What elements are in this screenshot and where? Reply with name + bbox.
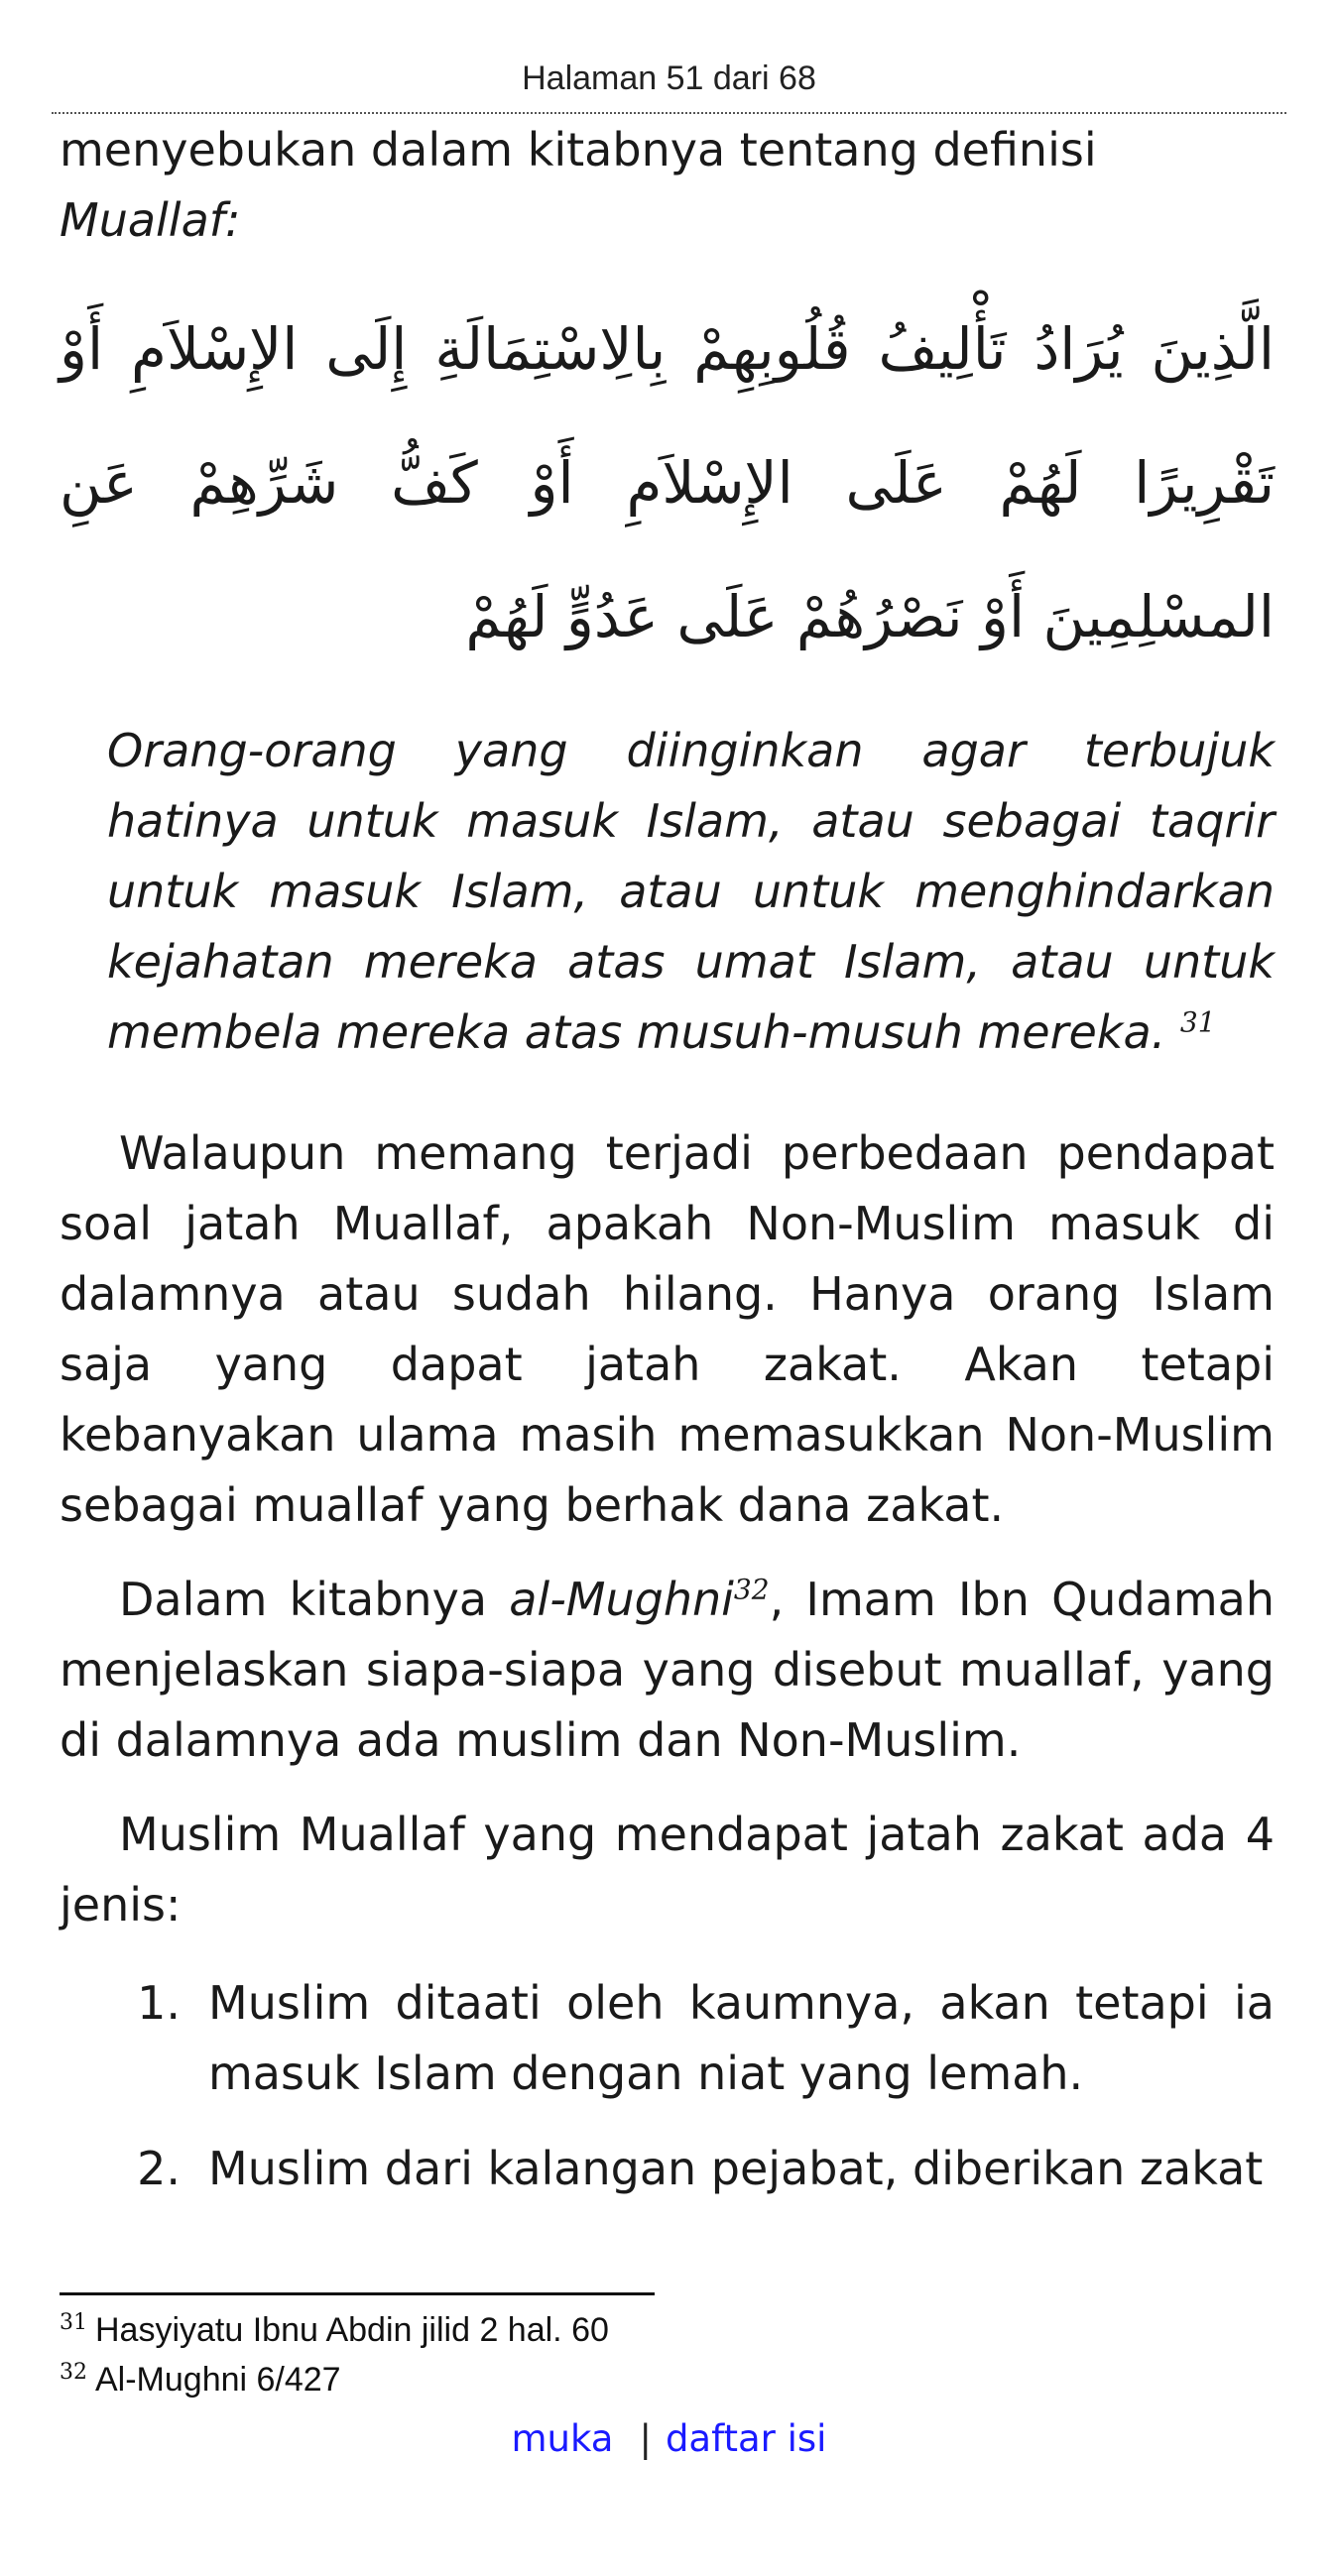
paragraph-2 (60, 1565, 1275, 1776)
footnote-number: 31 (60, 2309, 87, 2335)
footnote-text: Hasyiyatu Ibnu Abdin jilid 2 hal. 60 (95, 2311, 609, 2349)
arabic-quote: الَّذِينَ يُرَادُ تَأْلِيفُ قُلُوبِهِمْ بِالِاسْتِمَالَةِ إِلَى الإِسْلاَمِ أَوْ تَقْرِيرًا لَهُمْ عَلَى الإِسْلاَمِ أَوْ كَفُّ شَرِّهِمْ عَنِ المسْلِمِينَ أَوْ نَصْرُهُمْ عَلَى عَدُوٍّ لَهُمْ (60, 315, 1275, 650)
muallaf-types-list (60, 1968, 1275, 2229)
footnotes (60, 2305, 609, 2404)
intro-paragraph (60, 115, 1275, 256)
footnote-number: 32 (60, 2359, 87, 2385)
footnote-32 (60, 2355, 609, 2404)
footnote-ref-31[interactable]: 31 (1179, 1005, 1216, 1039)
nav-separator: | (639, 2417, 652, 2460)
table-of-contents-link[interactable]: daftar isi (665, 2417, 827, 2460)
list-item-number: 1. (137, 1976, 181, 2030)
paragraph-2-before: Dalam kitabnya (119, 1573, 510, 1626)
book-title: al-Mughni (509, 1573, 734, 1626)
page-header: Halaman 51 dari 68 (522, 59, 816, 97)
intro-term: Muallaf: (60, 193, 241, 247)
footnote-text: Al-Mughni 6/427 (95, 2361, 341, 2399)
list-item-number: 2. (137, 2142, 181, 2195)
intro-text: menyebukan dalam kitabnya tentang definisi (60, 123, 1097, 176)
page-navigation (52, 2417, 1286, 2460)
header-divider (52, 112, 1286, 114)
list-item (60, 1968, 1275, 2109)
translation-quote (107, 716, 1275, 1068)
paragraph-3: Muslim Muallaf yang mendapat jatah zakat ada 4 jenis: (60, 1808, 1275, 1932)
footnote-ref-32[interactable]: 32 (733, 1573, 770, 1606)
list-item-text: Muslim dari kalangan pejabat, diberikan zakat (208, 2142, 1264, 2195)
translation-text: Orang-orang yang diinginkan agar terbujuk hatinya untuk masuk Islam, atau sebagai taqrir untuk masuk Islam, atau untuk menghindarkan kejahatan mereka atas umat Islam, atau untuk membela mereka atas musuh-musuh mereka. (107, 724, 1275, 1059)
list-item-text: Muslim ditaati oleh kaumnya, akan tetapi ia masuk Islam dengan niat yang lemah. (208, 1976, 1275, 2100)
paragraph-2-after: , Imam Ibn Qudamah menjelaskan siapa-siapa yang disebut muallaf, yang di dalamnya ada muslim dan Non-Muslim. (60, 1573, 1275, 1767)
footnote-divider (60, 2292, 655, 2295)
paragraph-1: Walaupun memang terjadi perbedaan pendapat soal jatah Muallaf, apakah Non-Muslim masuk di dalamnya atau sudah hilang. Hanya orang Islam saja yang dapat jatah zakat. Akan tetapi kebanyakan ulama masih memasukkan Non-Muslim sebagai muallaf yang berhak dana zakat. (60, 1126, 1275, 1532)
list-item (60, 2134, 1275, 2204)
home-link[interactable]: muka (511, 2417, 614, 2460)
footnote-31 (60, 2305, 609, 2355)
